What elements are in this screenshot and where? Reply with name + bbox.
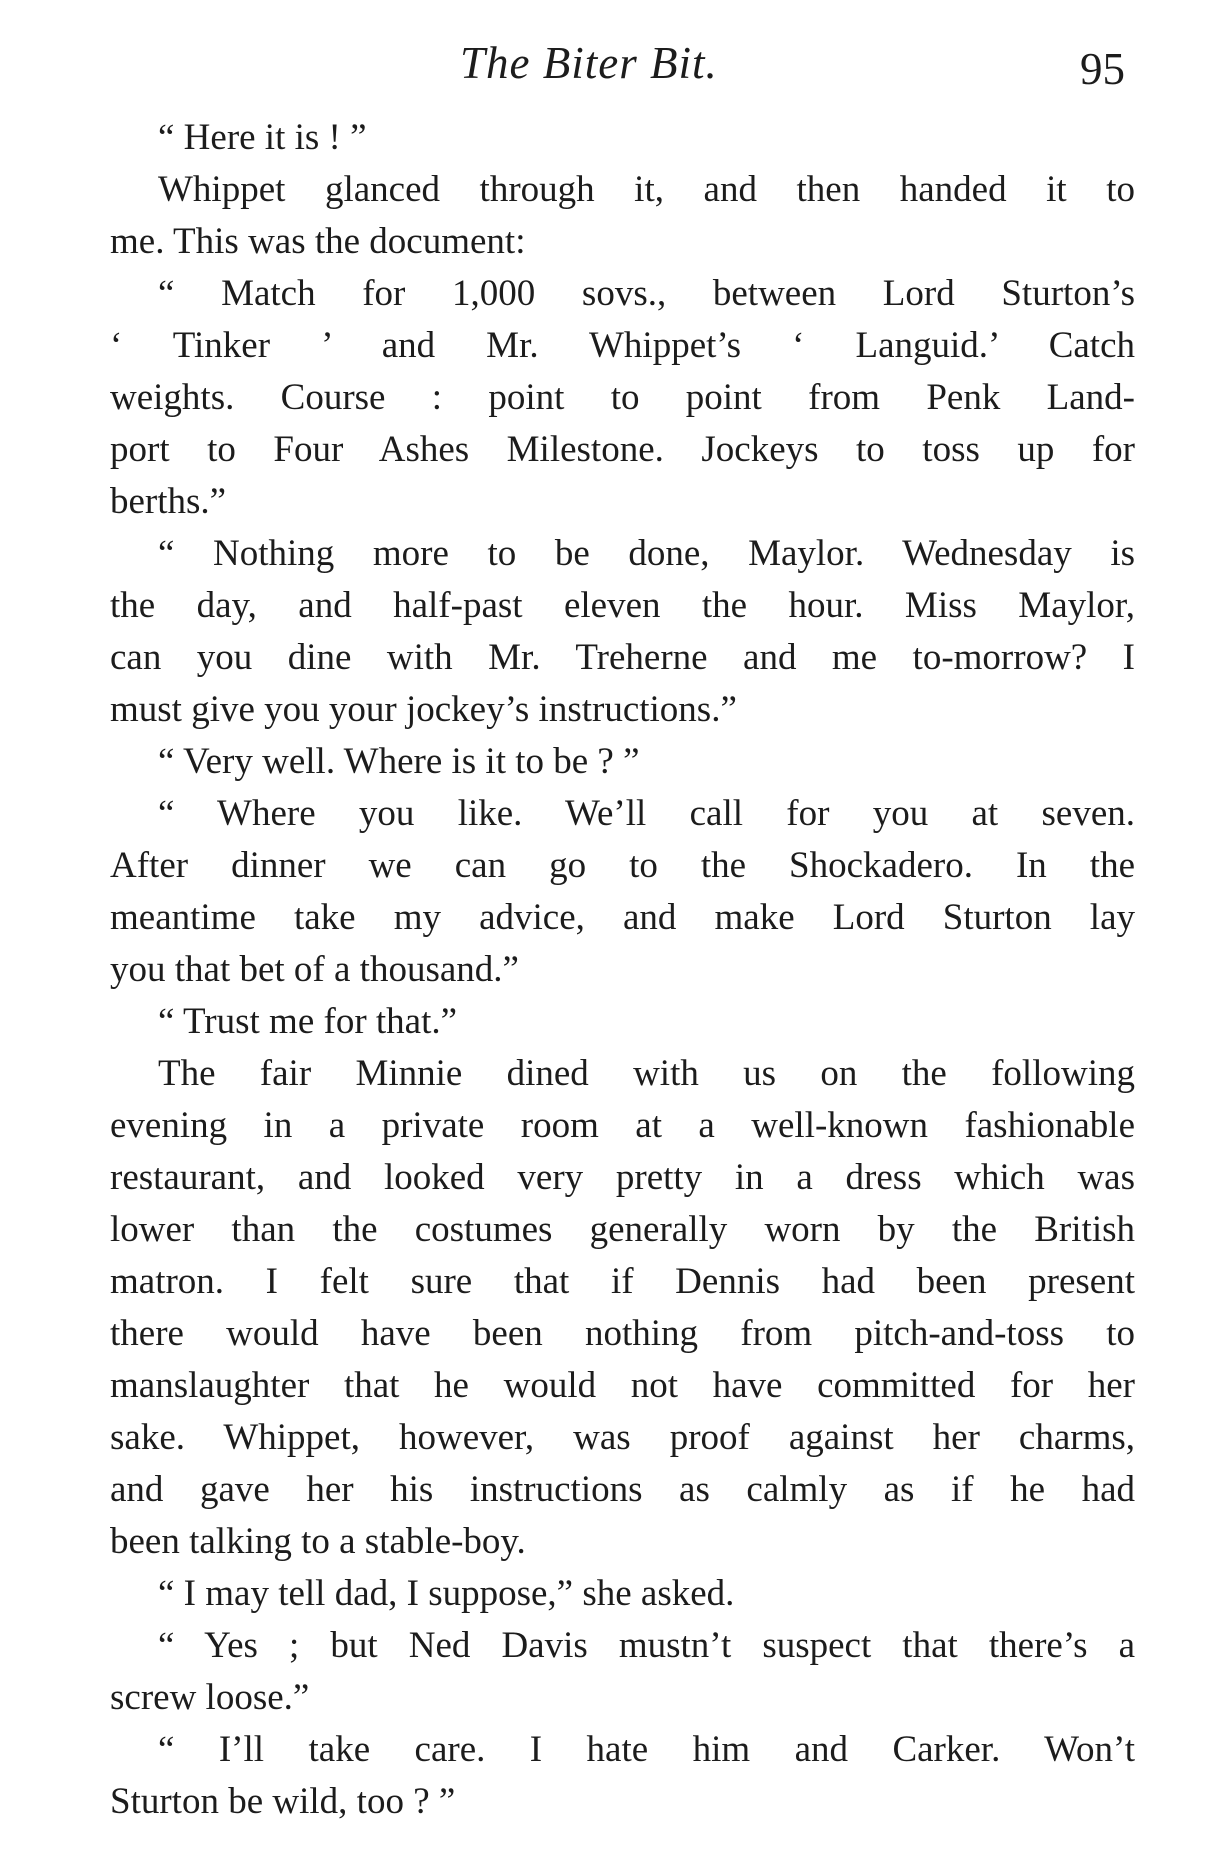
text-line: the day, and half-past eleven the hour. Miss Maylor, [110,585,1135,626]
body-text [110,112,1135,1828]
text-line: After dinner we can go to the Shockadero. In the [110,845,1135,886]
text-line: port to Four Ashes Milestone. Jockeys to toss up for [110,429,1135,470]
text-line: “ I may tell dad, I suppose,” she asked. [158,1573,735,1614]
text-line: Whippet glanced through it, and then handed it to [158,169,1135,210]
text-line: meantime take my advice, and make Lord Sturton lay [110,897,1135,938]
text-line: “ I’ll take care. I hate him and Carker. Won’t [158,1729,1135,1770]
text-line: must give you your jockey’s instructions.” [110,689,737,730]
text-line: me. This was the document: [110,221,526,262]
text-line: matron. I felt sure that if Dennis had been present [110,1261,1135,1302]
text-line: screw loose.” [110,1677,310,1718]
text-line: lower than the costumes generally worn by the British [110,1209,1135,1250]
text-line: been talking to a stable-boy. [110,1521,526,1562]
running-title: The Biter Bit. [460,38,718,88]
text-line: can you dine with Mr. Treherne and me to-morrow? I [110,637,1135,678]
text-line: and gave her his instructions as calmly as if he had [110,1469,1135,1510]
text-line: “ Here it is ! ” [158,117,367,158]
text-line: The fair Minnie dined with us on the following [158,1053,1135,1094]
text-line: ‘ Tinker ’ and Mr. Whippet’s ‘ Languid.’ Catch [110,325,1135,366]
text-line: you that bet of a thousand.” [110,949,519,990]
text-line: berths.” [110,481,227,522]
text-line: evening in a private room at a well-known fashionable [110,1105,1135,1146]
text-line: “ Yes ; but Ned Davis mustn’t suspect that there’s a [158,1625,1135,1666]
text-line: Sturton be wild, too ? ” [110,1781,456,1822]
text-line: manslaughter that he would not have committed for her [110,1365,1135,1406]
text-line: “ Where you like. We’ll call for you at seven. [158,793,1135,834]
text-line: “ Nothing more to be done, Maylor. Wednesday is [158,533,1135,574]
text-line: “ Match for 1,000 sovs., between Lord Sturton’s [158,273,1135,314]
page-number: 95 [1080,44,1125,94]
text-line: “ Very well. Where is it to be ? ” [158,741,640,782]
text-line: restaurant, and looked very pretty in a dress which was [110,1157,1135,1198]
running-header [0,28,1222,98]
text-line: sake. Whippet, however, was proof against her charms, [110,1417,1135,1458]
text-line: there would have been nothing from pitch-and-toss to [110,1313,1135,1354]
text-line: “ Trust me for that.” [158,1001,458,1042]
text-line: weights. Course : point to point from Penk Land- [110,377,1135,418]
